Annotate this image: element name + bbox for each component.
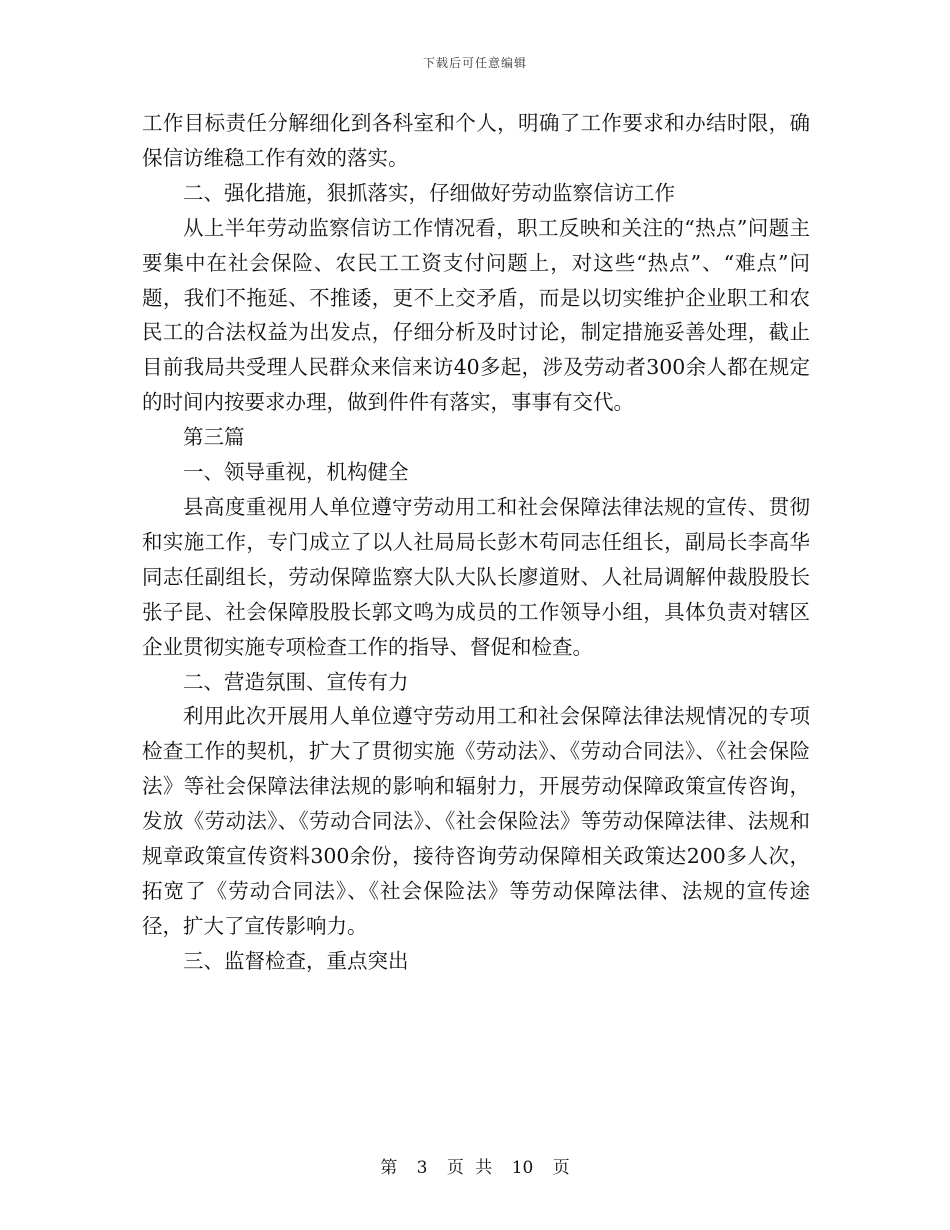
document-body	[142, 106, 810, 979]
footer-middle: 页 共	[446, 1158, 493, 1178]
page-footer	[0, 1153, 950, 1178]
footer-prefix: 第	[380, 1158, 398, 1178]
footer-suffix: 页	[552, 1158, 570, 1178]
paragraph: 县高度重视用人单位遵守劳动用工和社会保障法律法规的宣传、贯彻和实施工作，专门成立了以人社局局长彭木苟同志任组长，副局长李高华同志任副组长，劳动保障监察大队大队长廖道财、人社局调解仲裁股股长张子昆、社会保障股股长郭文鸣为成员的工作领导小组，具体负责对辖区企业贯彻实施专项检查工作的指导、督促和检查。	[142, 494, 810, 659]
page-header: 下载后可任意编辑	[422, 56, 527, 70]
total-page-count: 10	[511, 1158, 534, 1178]
section-heading: 一、领导重视，机构健全	[183, 460, 409, 485]
chapter-heading: 第三篇	[183, 425, 245, 450]
paragraph: 利用此次开展用人单位遵守劳动用工和社会保障法律法规情况的专项检查工作的契机，扩大了贯彻实施《劳动法》、《劳动合同法》、《社会保险法》等社会保障法律法规的影响和辐射力，开展劳动保障政策宣传咨询，发放《劳动法》、《劳动合同法》、《社会保险法》等劳动保障法律、法规和规章政策宣传资料300余份，接待咨询劳动保障相关政策达200多人次，拓宽了《劳动合同法》、《社会保险法》等劳动保障法律、法规的宣传途径，扩大了宣传影响力。	[142, 704, 810, 938]
section-heading: 二、营造氛围、宣传有力	[183, 669, 409, 694]
paragraph: 工作目标责任分解细化到各科室和个人，明确了工作要求和办结时限，确保信访维稳工作有效的落实。	[142, 111, 810, 170]
current-page-number: 3	[416, 1158, 428, 1178]
section-heading: 三、监督检查，重点突出	[183, 948, 409, 973]
section-heading: 二、强化措施，狠抓落实，仔细做好劳动监察信访工作	[183, 180, 675, 205]
paragraph: 从上半年劳动监察信访工作情况看，职工反映和关注的“热点”问题主要集中在社会保险、农民工工资支付问题上，对这些“热点”、“难点”问题，我们不拖延、不推诿，更不上交矛盾，而是以切实维护企业职工和农民工的合法权益为出发点，仔细分析及时讨论，制定措施妥善处理，截止目前我局共受理人民群众来信来访40多起，涉及劳动者300余人都在规定的时间内按要求办理，做到件件有落实，事事有交代。	[142, 215, 810, 415]
